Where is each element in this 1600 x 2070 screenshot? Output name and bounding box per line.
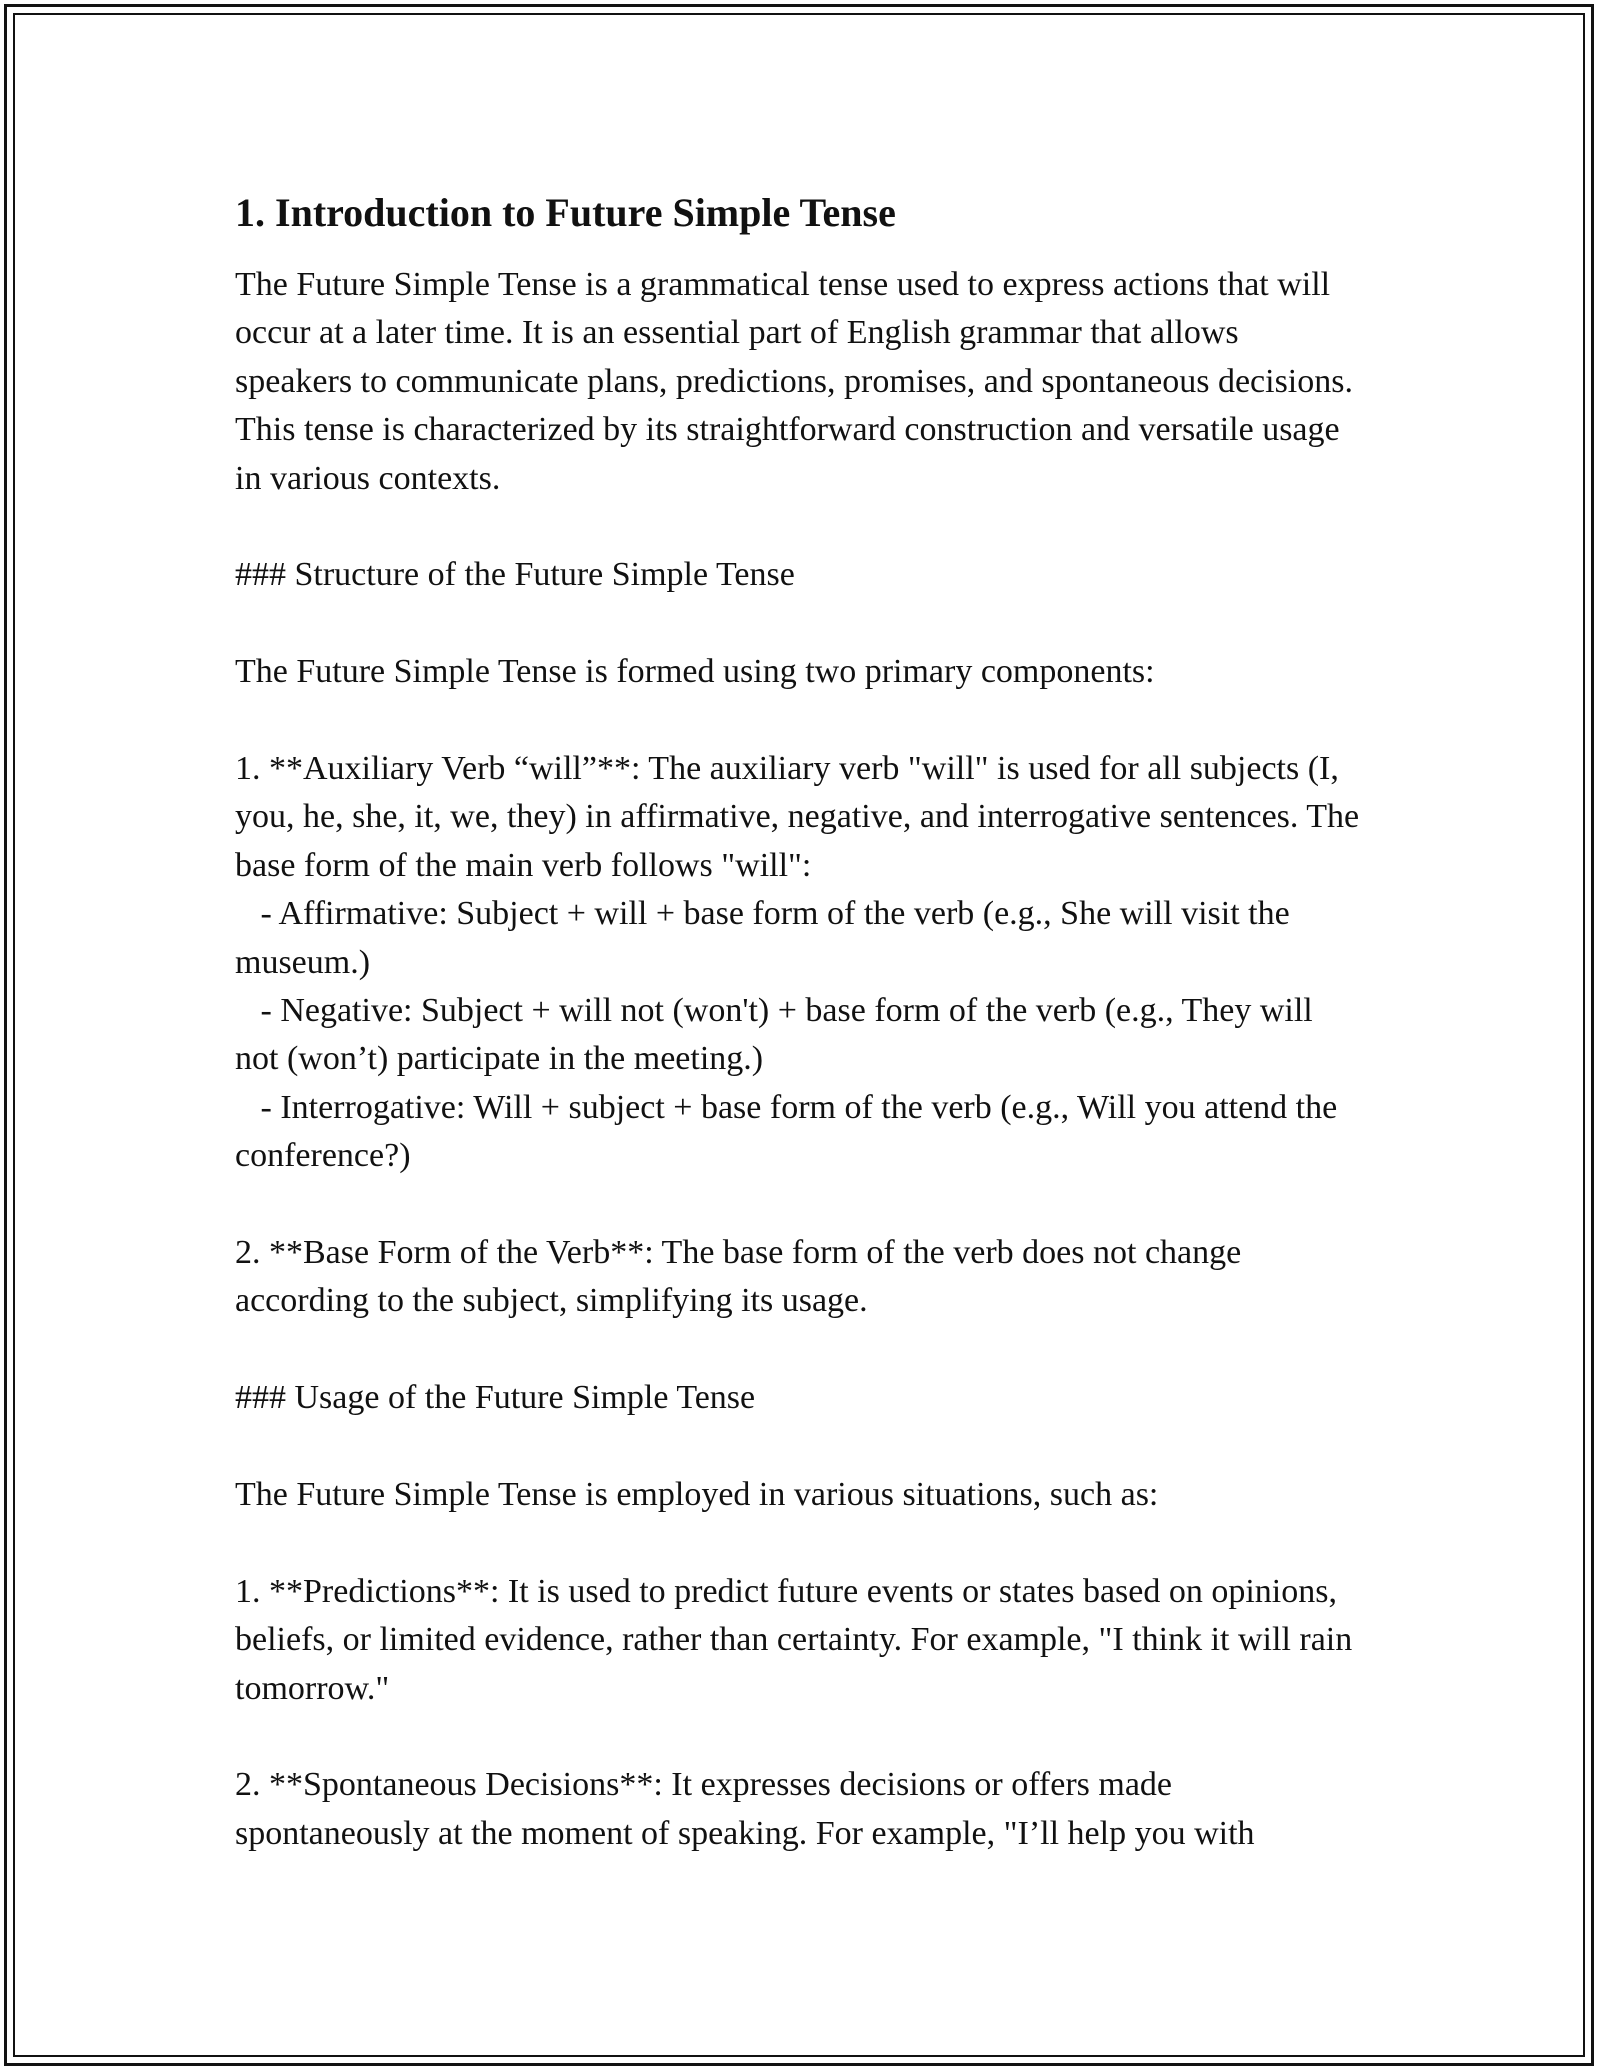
- intro-paragraph: The Future Simple Tense is a grammatical tense used to express actions that will occur at a later time. It is an essential part of English grammar that allows speakers to communicate plans, predictions, promises, and spontaneous decisions. This tense is characterized by its straightforward construction and versatile usage in various contexts.: [235, 266, 1361, 497]
- section-heading: 1. Introduction to Future Simple Tense: [235, 190, 896, 235]
- usage-item-predictions: 1. **Predictions**: It is used to predict future events or states based on opinions, beliefs, or limited evidence, rather than certainty. For example, "I think it will rain tomorrow.": [235, 1572, 1361, 1707]
- document-body: [235, 185, 1368, 1858]
- structure-item-negative: - Negative: Subject + will not (won't) + base form of the verb (e.g., They will not (won’t) participate in the meeting.): [235, 992, 1322, 1078]
- structure-item-auxiliary-verb: 1. **Auxiliary Verb “will”**: The auxiliary verb "will" is used for all subjects (I, you, he, she, it, we, they) in affirmative, negative, and interrogative sentences. The base form of the main verb follows "will":: [235, 750, 1368, 884]
- usage-subheading: ### Usage of the Future Simple Tense: [235, 1379, 756, 1417]
- structure-item-interrogative: - Interrogative: Will + subject + base form of the verb (e.g., Will you attend the conference?): [235, 1088, 1346, 1175]
- structure-subheading: ### Structure of the Future Simple Tense: [235, 556, 795, 594]
- structure-lead-paragraph: The Future Simple Tense is formed using two primary components:: [235, 653, 1155, 691]
- structure-item-affirmative: - Affirmative: Subject + will + base form of the verb (e.g., She will visit the museum.): [235, 895, 1299, 981]
- usage-lead-paragraph: The Future Simple Tense is employed in various situations, such as:: [235, 1476, 1159, 1514]
- usage-item-spontaneous-decisions: 2. **Spontaneous Decisions**: It expresses decisions or offers made spontaneously at the moment of speaking. For example, "I’ll help you with: [235, 1766, 1255, 1852]
- structure-item-base-form: 2. **Base Form of the Verb**: The base form of the verb does not change according to the subject, simplifying its usage.: [235, 1234, 1250, 1320]
